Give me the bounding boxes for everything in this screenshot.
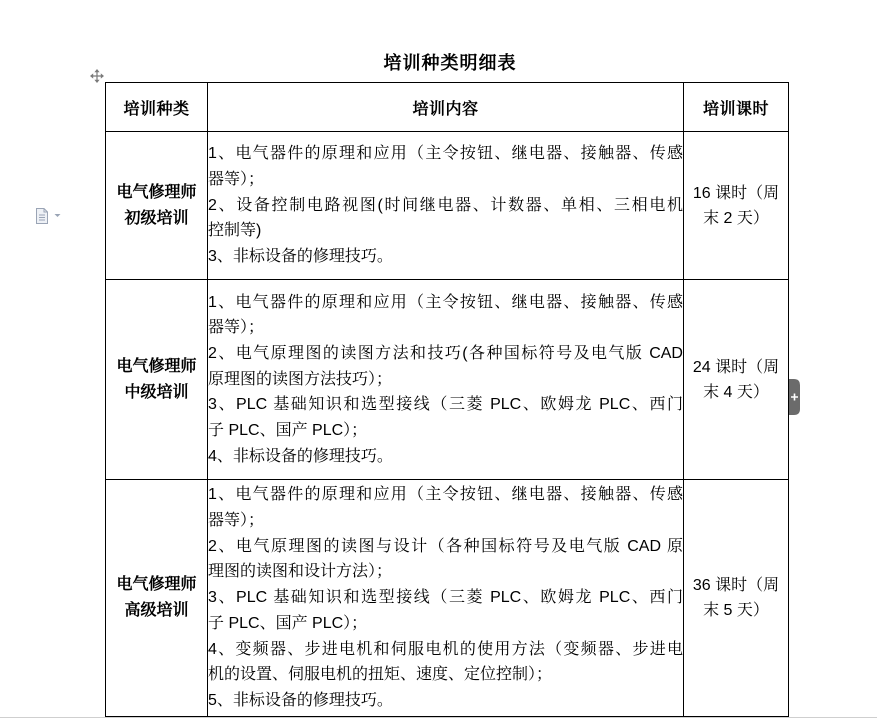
header-cell-content[interactable] <box>208 83 684 132</box>
content-item <box>208 290 683 341</box>
move-icon <box>90 69 104 83</box>
category-line: 电气修理师 <box>116 576 197 593</box>
content-item <box>208 141 683 192</box>
category-line: 中级培训 <box>124 383 189 401</box>
content-line: 原理图的读图方法技巧）； <box>208 370 393 388</box>
hours-line: 24 课时（周 <box>692 358 780 376</box>
content-cell[interactable] <box>208 132 684 280</box>
hours-line: 末 5 天） <box>703 602 769 619</box>
content-line: 子 PLC、国产 PLC）； <box>208 422 368 440</box>
add-column-button[interactable] <box>789 379 801 415</box>
content-cell[interactable] <box>208 280 684 480</box>
header-cell-category[interactable] <box>106 83 208 132</box>
content-line: 2、设备控制电路视图(时间继电器、计数器、单相、三相电机 <box>208 196 683 214</box>
content-line: 控制等) <box>208 222 262 240</box>
hours-cell[interactable] <box>684 132 789 280</box>
content-line: 子 PLC、国产 PLC）； <box>208 614 368 632</box>
training-table <box>105 82 789 717</box>
content-line: 3、非标设备的修理技巧。 <box>208 248 393 266</box>
header-label-content: 培训内容 <box>412 100 479 118</box>
document-icon <box>35 208 49 224</box>
content-line: 器等）； <box>208 512 265 530</box>
content-line: 4、变频器、步进电机和伺服电机的使用方法（变频器、步进电 <box>208 640 683 658</box>
table-row <box>106 280 789 480</box>
header-cell-hours[interactable] <box>684 83 789 132</box>
category-line: 初级培训 <box>124 209 189 227</box>
header-label-category: 培训种类 <box>123 100 190 118</box>
category-line: 电气修理师 <box>116 357 197 375</box>
content-line: 4、非标设备的修理技巧。 <box>208 447 393 465</box>
plus-icon <box>789 379 801 415</box>
content-line: 5、非标设备的修理技巧。 <box>208 691 393 709</box>
content-line: 3、PLC 基础知识和选型接线（三菱 PLC、欧姆龙 PLC、西门 <box>208 396 683 414</box>
content-line: 2、电气原理图的读图方法和技巧(各种国标符号及电气版 CAD <box>208 344 683 362</box>
content-item <box>208 244 683 270</box>
hours-line: 36 课时（周 <box>692 577 780 594</box>
content-item <box>208 392 683 443</box>
content-line: 3、PLC 基础知识和选型接线（三菱 PLC、欧姆龙 PLC、西门 <box>208 589 683 607</box>
hours-cell[interactable] <box>684 280 789 480</box>
content-item <box>208 585 683 636</box>
table-row <box>106 480 789 717</box>
content-line: 1、电气器件的原理和应用（主令按钮、继电器、接触器、传感 <box>208 145 683 163</box>
table-row <box>106 132 789 280</box>
content-item <box>208 688 683 714</box>
content-item <box>208 482 683 533</box>
hours-line: 末 4 天） <box>703 383 769 401</box>
hours-line: 末 2 天） <box>703 209 769 227</box>
content-item <box>208 341 683 392</box>
paragraph-menu-button[interactable] <box>35 207 63 224</box>
content-cell[interactable] <box>208 480 684 717</box>
content-line: 2、电气原理图的读图与设计（各种国标符号及电气版 CAD 原 <box>208 537 683 555</box>
content-item <box>208 193 683 244</box>
table-move-handle[interactable] <box>90 69 104 83</box>
hours-line: 16 课时（周 <box>692 184 780 202</box>
content-line: 1、电气器件的原理和应用（主令按钮、继电器、接触器、传感 <box>208 293 683 311</box>
content-line: 1、电气器件的原理和应用（主令按钮、继电器、接触器、传感 <box>208 486 683 504</box>
content-line: 器等）； <box>208 319 265 337</box>
content-item <box>208 444 683 470</box>
page-title: 培训种类明细表 <box>383 53 517 73</box>
category-line: 电气修理师 <box>116 183 197 201</box>
header-row <box>106 83 789 132</box>
category-cell[interactable] <box>106 480 208 717</box>
page-bottom-divider <box>0 717 877 718</box>
content-line: 理图的读图和设计方法）； <box>208 563 393 581</box>
content-item <box>208 534 683 585</box>
category-cell[interactable] <box>106 132 208 280</box>
content-line: 器等）； <box>208 170 265 188</box>
hours-cell[interactable] <box>684 480 789 717</box>
content-line: 机的设置、伺服电机的扭矩、速度、定位控制）； <box>208 666 553 684</box>
content-item <box>208 637 683 688</box>
category-line: 高级培训 <box>124 602 189 619</box>
category-cell[interactable] <box>106 280 208 480</box>
chevron-down-icon <box>54 213 61 218</box>
header-label-hours: 培训课时 <box>702 100 769 118</box>
